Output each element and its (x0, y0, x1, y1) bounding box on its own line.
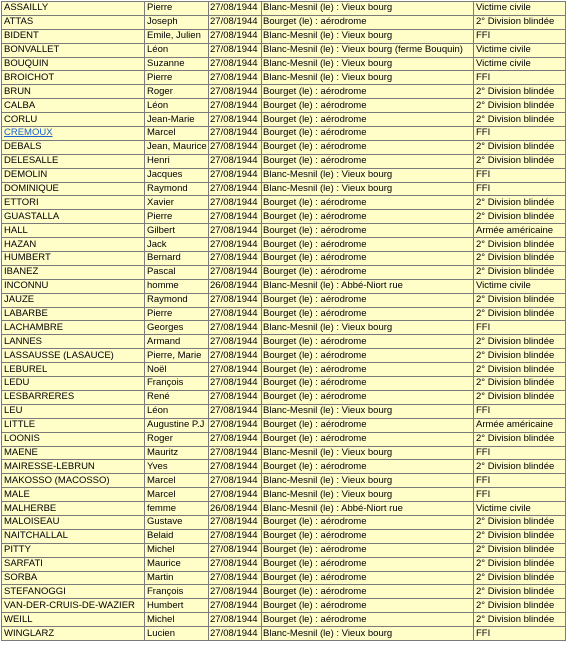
status-cell: Armée américaine (474, 224, 566, 238)
status-cell: 2° Division blindée (474, 265, 566, 279)
date-cell: 27/08/1944 (209, 446, 262, 460)
place-cell: Bourget (le) : aérodrome (262, 571, 474, 585)
place-cell: Bourget (le) : aérodrome (262, 377, 474, 391)
date-cell: 27/08/1944 (209, 293, 262, 307)
date-cell: 27/08/1944 (209, 2, 262, 16)
first-name-cell: Jack (145, 238, 209, 252)
table-row (2, 515, 566, 529)
place-cell: Bourget (le) : aérodrome (262, 15, 474, 29)
date-cell: 27/08/1944 (209, 515, 262, 529)
status-cell: Victime civile (474, 279, 566, 293)
place-cell: Blanc-Mesnil (le) : Vieux bourg (262, 627, 474, 641)
table-row (2, 265, 566, 279)
first-name-cell: Martin (145, 571, 209, 585)
table-row (2, 154, 566, 168)
place-cell: Bourget (le) : aérodrome (262, 265, 474, 279)
first-name-cell: Maurice (145, 557, 209, 571)
place-cell: Bourget (le) : aérodrome (262, 127, 474, 141)
first-name-cell: Roger (145, 432, 209, 446)
date-cell: 27/08/1944 (209, 321, 262, 335)
table-row (2, 349, 566, 363)
name-cell: DOMINIQUE (2, 182, 145, 196)
first-name-cell: femme (145, 502, 209, 516)
place-cell: Blanc-Mesnil (le) : Vieux bourg (262, 29, 474, 43)
table-row (2, 224, 566, 238)
table-row (2, 418, 566, 432)
place-cell: Blanc-Mesnil (le) : Vieux bourg (262, 321, 474, 335)
status-cell: 2° Division blindée (474, 196, 566, 210)
status-cell: 2° Division blindée (474, 238, 566, 252)
place-cell: Bourget (le) : aérodrome (262, 585, 474, 599)
table-row (2, 543, 566, 557)
place-cell: Blanc-Mesnil (le) : Abbé-Niort rue (262, 279, 474, 293)
name-cell: LABARBE (2, 307, 145, 321)
table-row (2, 585, 566, 599)
date-cell: 27/08/1944 (209, 15, 262, 29)
date-cell: 27/08/1944 (209, 529, 262, 543)
name-cell: IBANEZ (2, 265, 145, 279)
name-cell: LASSAUSSE (LASAUCE) (2, 349, 145, 363)
status-cell: 2° Division blindée (474, 543, 566, 557)
date-cell: 27/08/1944 (209, 488, 262, 502)
first-name-cell: Suzanne (145, 57, 209, 71)
table-row (2, 279, 566, 293)
name-cell: ASSAILLY (2, 2, 145, 16)
table-row (2, 71, 566, 85)
table-row (2, 529, 566, 543)
name-cell: LEDU (2, 377, 145, 391)
first-name-cell: Léon (145, 99, 209, 113)
name-cell: MALHERBE (2, 502, 145, 516)
status-cell: FFI (474, 168, 566, 182)
status-cell: FFI (474, 488, 566, 502)
name-cell: JAUZE (2, 293, 145, 307)
name-cell: LEBUREL (2, 363, 145, 377)
date-cell: 27/08/1944 (209, 363, 262, 377)
name-cell: INCONNU (2, 279, 145, 293)
first-name-cell: Roger (145, 85, 209, 99)
first-name-cell: Léon (145, 43, 209, 57)
first-name-cell: Michel (145, 613, 209, 627)
first-name-cell: François (145, 377, 209, 391)
first-name-cell: Bernard (145, 252, 209, 266)
table-row (2, 571, 566, 585)
place-cell: Blanc-Mesnil (le) : Abbé-Niort rue (262, 502, 474, 516)
place-cell: Bourget (le) : aérodrome (262, 349, 474, 363)
first-name-cell: Gustave (145, 515, 209, 529)
first-name-cell: Marcel (145, 474, 209, 488)
table-row (2, 238, 566, 252)
table-row (2, 43, 566, 57)
date-cell: 27/08/1944 (209, 127, 262, 141)
first-name-cell: Jean, Maurice (145, 140, 209, 154)
status-cell: 2° Division blindée (474, 154, 566, 168)
name-cell: BOUQUIN (2, 57, 145, 71)
first-name-cell: Marcel (145, 488, 209, 502)
first-name-cell: Pierre (145, 210, 209, 224)
table-row (2, 307, 566, 321)
name-cell: PITTY (2, 543, 145, 557)
place-cell: Bourget (le) : aérodrome (262, 293, 474, 307)
status-cell: 2° Division blindée (474, 529, 566, 543)
status-cell: Victime civile (474, 502, 566, 516)
name-cell: STEFANOGGI (2, 585, 145, 599)
status-cell: 2° Division blindée (474, 515, 566, 529)
status-cell: 2° Division blindée (474, 349, 566, 363)
place-cell: Bourget (le) : aérodrome (262, 390, 474, 404)
date-cell: 27/08/1944 (209, 210, 262, 224)
date-cell: 27/08/1944 (209, 168, 262, 182)
table-row (2, 252, 566, 266)
table-row (2, 321, 566, 335)
table-row (2, 627, 566, 641)
place-cell: Bourget (le) : aérodrome (262, 613, 474, 627)
first-name-cell: Raymond (145, 293, 209, 307)
table-row (2, 363, 566, 377)
date-cell: 27/08/1944 (209, 113, 262, 127)
place-cell: Bourget (le) : aérodrome (262, 140, 474, 154)
name-cell: LITTLE (2, 418, 145, 432)
first-name-cell: Armand (145, 335, 209, 349)
first-name-cell: Pierre (145, 307, 209, 321)
place-cell: Blanc-Mesnil (le) : Vieux bourg (262, 446, 474, 460)
name-cell: BIDENT (2, 29, 145, 43)
table-row (2, 182, 566, 196)
status-cell: Armée américaine (474, 418, 566, 432)
status-cell: 2° Division blindée (474, 293, 566, 307)
first-name-cell: homme (145, 279, 209, 293)
status-cell: FFI (474, 71, 566, 85)
name-cell: HALL (2, 224, 145, 238)
name-cell: NAITCHALLAL (2, 529, 145, 543)
place-cell: Blanc-Mesnil (le) : Vieux bourg (262, 168, 474, 182)
name-cell: SORBA (2, 571, 145, 585)
table-row (2, 99, 566, 113)
table-row (2, 85, 566, 99)
first-name-cell: René (145, 390, 209, 404)
first-name-cell: Noël (145, 363, 209, 377)
status-cell: FFI (474, 182, 566, 196)
first-name-cell: Yves (145, 460, 209, 474)
date-cell: 27/08/1944 (209, 543, 262, 557)
first-name-cell: Jean-Marie (145, 113, 209, 127)
status-cell: 2° Division blindée (474, 585, 566, 599)
name-cell: CALBA (2, 99, 145, 113)
status-cell: 2° Division blindée (474, 113, 566, 127)
status-cell: 2° Division blindée (474, 432, 566, 446)
table-row (2, 474, 566, 488)
name-cell: WINGLARZ (2, 627, 145, 641)
first-name-cell: Léon (145, 404, 209, 418)
date-cell: 27/08/1944 (209, 252, 262, 266)
date-cell: 27/08/1944 (209, 335, 262, 349)
status-cell: 2° Division blindée (474, 390, 566, 404)
first-name-cell: Emile, Julien (145, 29, 209, 43)
table-row (2, 15, 566, 29)
table-row (2, 29, 566, 43)
name-cell: LEU (2, 404, 145, 418)
date-cell: 27/08/1944 (209, 627, 262, 641)
first-name-cell: Raymond (145, 182, 209, 196)
place-cell: Blanc-Mesnil (le) : Vieux bourg (262, 57, 474, 71)
date-cell: 27/08/1944 (209, 71, 262, 85)
name-cell: MAENE (2, 446, 145, 460)
status-cell: FFI (474, 127, 566, 141)
first-name-cell: François (145, 585, 209, 599)
first-name-cell: Belaid (145, 529, 209, 543)
date-cell: 27/08/1944 (209, 349, 262, 363)
date-cell: 27/08/1944 (209, 599, 262, 613)
first-name-cell: Mauritz (145, 446, 209, 460)
first-name-cell: Pierre (145, 2, 209, 16)
place-cell: Bourget (le) : aérodrome (262, 557, 474, 571)
place-cell: Blanc-Mesnil (le) : Vieux bourg (262, 474, 474, 488)
table-row (2, 293, 566, 307)
first-name-cell: Jacques (145, 168, 209, 182)
name-cell: LANNES (2, 335, 145, 349)
status-cell: Victime civile (474, 2, 566, 16)
status-cell: 2° Division blindée (474, 363, 566, 377)
table-row (2, 557, 566, 571)
name-link[interactable]: CREMOUX (4, 127, 53, 139)
first-name-cell: Humbert (145, 599, 209, 613)
date-cell: 27/08/1944 (209, 85, 262, 99)
status-cell: FFI (474, 29, 566, 43)
date-cell: 27/08/1944 (209, 460, 262, 474)
name-cell: MAIRESSE-LEBRUN (2, 460, 145, 474)
table-row (2, 432, 566, 446)
name-cell: HUMBERT (2, 252, 145, 266)
date-cell: 27/08/1944 (209, 474, 262, 488)
name-cell: MAKOSSO (MACOSSO) (2, 474, 145, 488)
first-name-cell: Lucien (145, 627, 209, 641)
date-cell: 27/08/1944 (209, 99, 262, 113)
place-cell: Bourget (le) : aérodrome (262, 418, 474, 432)
name-cell: BRUN (2, 85, 145, 99)
status-cell: 2° Division blindée (474, 377, 566, 391)
status-cell: 2° Division blindée (474, 99, 566, 113)
first-name-cell: Pierre (145, 71, 209, 85)
name-cell: LESBARRERES (2, 390, 145, 404)
name-cell: ATTAS (2, 15, 145, 29)
place-cell: Bourget (le) : aérodrome (262, 460, 474, 474)
date-cell: 26/08/1944 (209, 502, 262, 516)
place-cell: Bourget (le) : aérodrome (262, 599, 474, 613)
date-cell: 27/08/1944 (209, 377, 262, 391)
first-name-cell: Pierre, Marie (145, 349, 209, 363)
name-cell: ETTORI (2, 196, 145, 210)
date-cell: 26/08/1944 (209, 279, 262, 293)
place-cell: Bourget (le) : aérodrome (262, 529, 474, 543)
place-cell: Blanc-Mesnil (le) : Vieux bourg (262, 71, 474, 85)
status-cell: 2° Division blindée (474, 613, 566, 627)
table-row (2, 335, 566, 349)
place-cell: Bourget (le) : aérodrome (262, 85, 474, 99)
place-cell: Bourget (le) : aérodrome (262, 238, 474, 252)
date-cell: 27/08/1944 (209, 418, 262, 432)
name-cell: MALE (2, 488, 145, 502)
status-cell: 2° Division blindée (474, 85, 566, 99)
first-name-cell: Gilbert (145, 224, 209, 238)
date-cell: 27/08/1944 (209, 571, 262, 585)
status-cell: 2° Division blindée (474, 460, 566, 474)
status-cell: 2° Division blindée (474, 557, 566, 571)
status-cell: 2° Division blindée (474, 252, 566, 266)
date-cell: 27/08/1944 (209, 404, 262, 418)
date-cell: 27/08/1944 (209, 307, 262, 321)
status-cell: 2° Division blindée (474, 571, 566, 585)
name-cell: HAZAN (2, 238, 145, 252)
place-cell: Blanc-Mesnil (le) : Vieux bourg (262, 182, 474, 196)
place-cell: Bourget (le) : aérodrome (262, 515, 474, 529)
first-name-cell: Xavier (145, 196, 209, 210)
first-name-cell: Henri (145, 154, 209, 168)
status-cell: FFI (474, 404, 566, 418)
place-cell: Bourget (le) : aérodrome (262, 224, 474, 238)
table-row (2, 196, 566, 210)
victims-table (1, 1, 566, 641)
name-cell: CORLU (2, 113, 145, 127)
name-cell: DELESALLE (2, 154, 145, 168)
name-cell (2, 127, 145, 141)
table-row (2, 113, 566, 127)
place-cell: Bourget (le) : aérodrome (262, 196, 474, 210)
date-cell: 27/08/1944 (209, 196, 262, 210)
table-row (2, 599, 566, 613)
first-name-cell: Michel (145, 543, 209, 557)
name-cell: LACHAMBRE (2, 321, 145, 335)
name-cell: GUASTALLA (2, 210, 145, 224)
first-name-cell: Marcel (145, 127, 209, 141)
date-cell: 27/08/1944 (209, 224, 262, 238)
name-cell: DEMOLIN (2, 168, 145, 182)
place-cell: Bourget (le) : aérodrome (262, 543, 474, 557)
status-cell: 2° Division blindée (474, 15, 566, 29)
status-cell: 2° Division blindée (474, 599, 566, 613)
table-row (2, 446, 566, 460)
name-cell: WEILL (2, 613, 145, 627)
first-name-cell: Georges (145, 321, 209, 335)
date-cell: 27/08/1944 (209, 585, 262, 599)
table-row (2, 502, 566, 516)
place-cell: Bourget (le) : aérodrome (262, 99, 474, 113)
table-row (2, 210, 566, 224)
date-cell: 27/08/1944 (209, 29, 262, 43)
place-cell: Bourget (le) : aérodrome (262, 335, 474, 349)
name-cell: DEBALS (2, 140, 145, 154)
first-name-cell: Augustine P.J (145, 418, 209, 432)
date-cell: 27/08/1944 (209, 238, 262, 252)
status-cell: FFI (474, 627, 566, 641)
table-row (2, 140, 566, 154)
place-cell: Blanc-Mesnil (le) : Vieux bourg (262, 404, 474, 418)
date-cell: 27/08/1944 (209, 613, 262, 627)
date-cell: 27/08/1944 (209, 390, 262, 404)
status-cell: 2° Division blindée (474, 335, 566, 349)
name-cell: MALOISEAU (2, 515, 145, 529)
place-cell: Bourget (le) : aérodrome (262, 154, 474, 168)
table-row (2, 613, 566, 627)
name-cell: SARFATI (2, 557, 145, 571)
table-row (2, 377, 566, 391)
table-row (2, 127, 566, 141)
date-cell: 27/08/1944 (209, 432, 262, 446)
status-cell: Victime civile (474, 43, 566, 57)
status-cell: FFI (474, 474, 566, 488)
status-cell: 2° Division blindée (474, 307, 566, 321)
status-cell: 2° Division blindée (474, 140, 566, 154)
status-cell: FFI (474, 446, 566, 460)
table-row (2, 390, 566, 404)
status-cell: Victime civile (474, 57, 566, 71)
date-cell: 27/08/1944 (209, 140, 262, 154)
place-cell: Blanc-Mesnil (le) : Vieux bourg (262, 488, 474, 502)
place-cell: Bourget (le) : aérodrome (262, 363, 474, 377)
first-name-cell: Joseph (145, 15, 209, 29)
table-row (2, 57, 566, 71)
name-cell: LOONIS (2, 432, 145, 446)
table-row (2, 460, 566, 474)
status-cell: 2° Division blindée (474, 210, 566, 224)
date-cell: 27/08/1944 (209, 182, 262, 196)
date-cell: 27/08/1944 (209, 265, 262, 279)
table-row (2, 404, 566, 418)
name-cell: BONVALLET (2, 43, 145, 57)
name-cell: BROICHOT (2, 71, 145, 85)
date-cell: 27/08/1944 (209, 57, 262, 71)
place-cell: Bourget (le) : aérodrome (262, 210, 474, 224)
place-cell: Blanc-Mesnil (le) : Vieux bourg (262, 2, 474, 16)
date-cell: 27/08/1944 (209, 43, 262, 57)
first-name-cell: Pascal (145, 265, 209, 279)
place-cell: Bourget (le) : aérodrome (262, 113, 474, 127)
table-row (2, 2, 566, 16)
date-cell: 27/08/1944 (209, 154, 262, 168)
table-row (2, 488, 566, 502)
name-cell: VAN-DER-CRUIS-DE-WAZIER (2, 599, 145, 613)
status-cell: FFI (474, 321, 566, 335)
date-cell: 27/08/1944 (209, 557, 262, 571)
table-body (2, 2, 566, 641)
place-cell: Bourget (le) : aérodrome (262, 307, 474, 321)
table-row (2, 168, 566, 182)
place-cell: Bourget (le) : aérodrome (262, 432, 474, 446)
place-cell: Blanc-Mesnil (le) : Vieux bourg (ferme Bouquin) (262, 43, 474, 57)
place-cell: Bourget (le) : aérodrome (262, 252, 474, 266)
